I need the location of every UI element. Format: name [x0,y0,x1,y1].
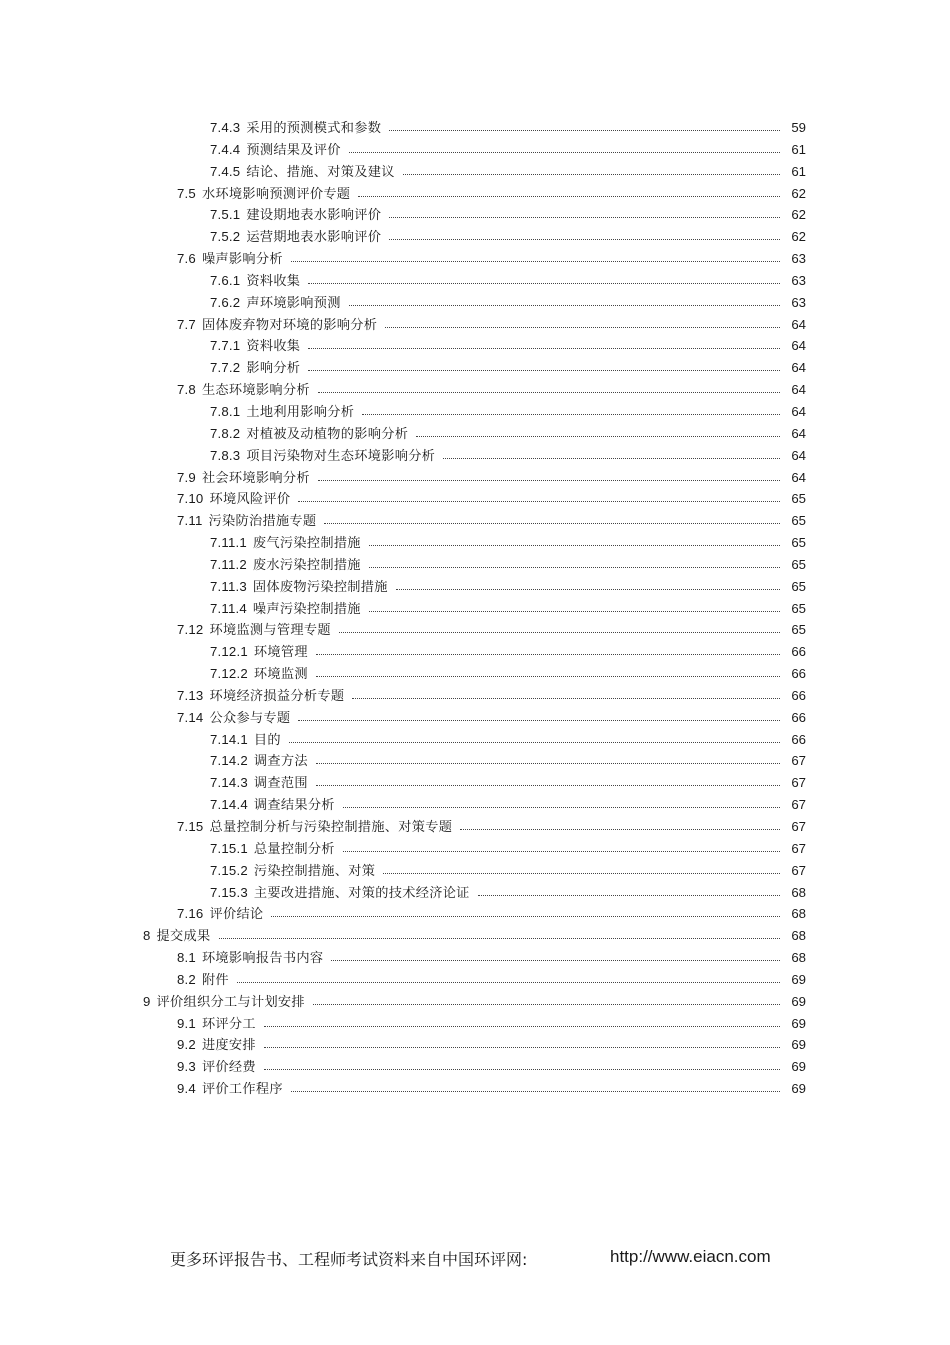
toc-entry-leader-dots [343,807,780,808]
toc-entry[interactable] [0,357,950,379]
toc-entry-leader-dots [291,261,780,262]
toc-entry-page-number: 66 [791,687,806,703]
toc-entry-title: 噪声影响分析 [201,252,283,268]
toc-entry-leader-dots [339,632,780,633]
toc-entry-number: 7.16 [177,906,204,922]
toc-entry-label [210,204,383,227]
toc-entry-label [210,401,356,424]
toc-entry-title: 影响分析 [246,361,301,377]
toc-entry-number: 7.12 [177,622,204,638]
footer [170,1247,771,1270]
toc-entry-leader-dots [369,611,780,612]
toc-entry-title: 废水污染控制措施 [252,557,361,573]
toc-entry-title: 预测结果及评价 [246,142,341,158]
toc-entry-page-number: 68 [791,884,806,900]
toc-entry-number: 7.4.5 [210,163,241,179]
toc-entry-leader-dots [219,938,780,939]
toc-entry[interactable] [0,903,950,925]
toc-entry-leader-dots [349,305,780,306]
toc-entry-page-number: 64 [791,425,806,441]
toc-entry[interactable] [0,161,950,183]
toc-entry-title: 评价经费 [201,1060,256,1076]
footer-text: 更多环评报告书、工程师考试资料来自中国环评网: [170,1250,528,1269]
toc-entry-page-number: 64 [791,403,806,419]
toc-entry-page-number: 67 [791,840,806,856]
toc-entry-leader-dots [289,742,780,743]
toc-entry-leader-dots [331,960,780,961]
toc-entry-leader-dots [316,763,780,764]
toc-entry-number: 7.11 [177,513,203,529]
toc-entry-leader-dots [416,436,780,437]
toc-entry-label [143,925,213,948]
toc-entry-label [177,510,318,533]
toc-entry-page-number: 64 [791,316,806,332]
toc-entry-page-number: 59 [791,120,806,135]
toc-entry-label [177,707,292,730]
toc-entry-page-number: 66 [791,666,806,682]
toc-entry-page-number: 64 [791,469,806,485]
toc-entry[interactable] [0,619,950,641]
toc-entry-page-number: 61 [791,141,806,157]
toc-entry-label [210,335,302,358]
toc-entry[interactable] [0,117,950,139]
toc-entry-page-number: 65 [791,622,806,638]
toc-entry-number: 7.12.1 [210,644,248,660]
toc-entry-page-number: 69 [791,1015,806,1031]
toc-entry-page-number: 68 [791,906,806,922]
toc-entry[interactable] [0,882,950,904]
toc-entry-number: 7.4.3 [210,120,241,135]
toc-entry-label [177,1056,258,1079]
toc-entry-page-number: 69 [791,971,806,987]
toc-entry-page-number: 67 [791,819,806,834]
toc-entry[interactable] [0,772,950,794]
toc-entry-title: 固体废物污染控制措施 [252,579,388,595]
toc-entry-number: 7.10 [177,491,204,507]
toc-entry-page-number: 64 [791,447,806,463]
toc-entry-leader-dots [396,589,780,590]
toc-entry-label [210,357,302,380]
toc-entry-title: 环境经济损益分析专题 [209,688,345,704]
toc-entry-title: 主要改进措施、对策的技术经济论证 [253,885,470,901]
toc-entry-number: 7.5.1 [210,207,241,223]
toc-entry-label [177,379,312,402]
toc-entry-number: 7.11.1 [210,535,247,551]
toc-entry-page-number: 64 [791,338,806,354]
toc-entry-number: 7.7.1 [210,338,241,354]
toc-entry-title: 调查结果分析 [253,798,335,814]
toc-entry-page-number: 63 [791,272,806,288]
toc-entry-label [177,685,346,708]
toc-entry-page-number: 64 [791,382,806,398]
toc-entry-number: 7.7.2 [210,360,241,376]
toc-entry-number: 7.14.1 [210,731,248,747]
toc-entry[interactable] [0,663,950,685]
toc-entry-label [210,772,310,795]
toc-entry-number: 7.14.3 [210,775,248,791]
toc-entry-title: 公众参与专题 [209,710,291,726]
toc-entry-label [210,641,310,664]
toc-entry-label [210,139,343,162]
toc-entry-title: 环评分工 [201,1016,256,1032]
toc-entry-label [177,903,265,926]
toc-entry-number: 7.6.1 [210,272,241,288]
toc-entry-number: 7.11.2 [210,556,247,572]
toc-entry[interactable] [0,969,950,991]
toc-entry-label [177,1013,258,1036]
toc-entry-leader-dots [358,196,780,197]
toc-entry[interactable] [0,488,950,510]
toc-entry-number: 7.15.2 [210,862,248,878]
toc-entry-title: 结论、措施、对策及建议 [246,164,395,180]
toc-entry-title: 资料收集 [246,339,301,355]
toc-entry-number: 9.4 [177,1081,196,1097]
toc-entry-leader-dots [318,392,780,393]
toc-entry-number: 7.12.2 [210,666,248,682]
toc-entry-leader-dots [389,239,780,240]
toc-entry-page-number: 65 [791,556,806,572]
toc-entry-label [210,663,310,686]
toc-entry-leader-dots [443,458,780,459]
toc-entry[interactable] [0,707,950,729]
toc-entry-title: 水环境影响预测评价专题 [201,186,351,202]
toc-entry[interactable] [0,1056,950,1078]
toc-entry-leader-dots [352,698,780,699]
toc-entry-title: 目的 [253,732,281,748]
toc-entry-title: 环境监测与管理专题 [209,623,331,639]
toc-entry-page-number: 61 [791,163,806,179]
toc-entry[interactable] [0,576,950,598]
toc-entry-leader-dots [478,895,780,896]
toc-entry-title: 项目污染物对生态环境影响分析 [246,448,436,464]
toc-entry-number: 7.8.3 [210,447,241,463]
toc-entry-label [210,598,363,621]
toc-entry-leader-dots [385,327,780,328]
toc-entry[interactable] [0,554,950,576]
toc-entry-title: 固体废弃物对环境的影响分析 [201,317,378,333]
toc-entry-number: 7.8 [177,382,196,398]
toc-entry[interactable] [0,445,950,467]
toc-entry-leader-dots [308,348,780,349]
toc-entry-number: 7.5 [177,185,196,201]
toc-entry-label [177,816,454,839]
toc-entry-number: 7.9 [177,469,196,485]
toc-entry-leader-dots [264,1047,780,1048]
toc-entry-label [177,314,379,337]
toc-entry-title: 环境管理 [253,645,308,661]
toc-entry-leader-dots [383,873,780,874]
toc-entry[interactable] [0,685,950,707]
toc-entry-title: 提交成果 [156,929,211,945]
toc-entry-label [210,794,337,817]
toc-entry[interactable] [0,1078,950,1100]
toc-entry-title: 社会环境影响分析 [201,470,310,486]
toc-entry[interactable] [0,248,950,270]
toc-entry-page-number: 62 [791,229,806,245]
footer-link[interactable]: http://www.eiacn.com [610,1247,771,1266]
toc-entry-label [210,423,410,446]
toc-entry-title: 附件 [201,972,229,988]
toc-entry-page-number: 68 [791,928,806,944]
toc-entry-page-number: 69 [791,1059,806,1075]
toc-entry-number: 7.8.2 [210,425,241,441]
toc-entry-number: 7.13 [177,687,204,703]
toc-entry-page-number: 62 [791,185,806,201]
toc-entry-number: 9.1 [177,1015,196,1031]
toc-entry-number: 7.14.2 [210,753,248,769]
toc-entry-page-number: 65 [791,513,806,529]
toc-entry-label [210,838,337,861]
toc-entry-page-number: 63 [791,251,806,267]
toc-entry-number: 7.15.3 [210,884,248,900]
toc-entry-leader-dots [318,480,780,481]
toc-entry-label [210,117,383,140]
toc-entry-leader-dots [313,1004,780,1005]
toc-entry-label [177,1034,258,1057]
toc-entry-label [210,750,310,773]
toc-entry-number: 7.5.2 [210,229,241,245]
toc-entry-number: 7.7 [177,316,196,332]
toc-entry[interactable] [0,292,950,314]
toc-entry-page-number: 69 [791,1037,806,1053]
toc-entry[interactable] [0,750,950,772]
toc-entry-number: 8.1 [177,950,196,966]
toc-entry-leader-dots [271,916,780,917]
toc-entry[interactable] [0,641,950,663]
toc-entry-page-number: 65 [791,491,806,507]
toc-entry-leader-dots [298,501,780,502]
toc-entry-title: 调查范围 [253,776,308,792]
toc-entry-label [177,248,285,271]
toc-entry-number: 7.15 [177,819,204,834]
toc-entry-number: 7.11.4 [210,600,247,616]
toc-entry[interactable] [0,226,950,248]
toc-entry-page-number: 65 [791,535,806,551]
toc-entry-title: 废气污染控制措施 [252,536,361,552]
toc-entry[interactable] [0,991,950,1013]
toc-entry-label [210,729,283,752]
table-of-contents [0,117,950,1100]
toc-entry-title: 运营期地表水影响评价 [246,230,382,246]
toc-entry-number: 7.6.2 [210,294,241,310]
toc-entry[interactable] [0,860,950,882]
toc-entry-leader-dots [291,1091,780,1092]
toc-entry-page-number: 64 [791,360,806,376]
toc-entry-title: 生态环境影响分析 [201,383,310,399]
toc-entry-title: 声环境影响预测 [246,295,341,311]
toc-entry[interactable] [0,947,950,969]
toc-entry-leader-dots [264,1026,780,1027]
toc-entry-page-number: 63 [791,294,806,310]
toc-entry-number: 7.4.4 [210,141,241,157]
toc-entry-number: 9.3 [177,1059,196,1075]
toc-entry-label [210,161,397,184]
toc-entry-title: 总量控制分析与污染控制措施、对策专题 [209,820,453,835]
toc-entry[interactable] [0,1034,950,1056]
toc-entry[interactable] [0,510,950,532]
toc-entry-label [210,860,377,883]
toc-entry[interactable] [0,379,950,401]
toc-entry-label [177,619,333,642]
toc-entry-leader-dots [316,676,780,677]
toc-entry[interactable] [0,598,950,620]
toc-entry-number: 8.2 [177,971,196,987]
toc-entry[interactable] [0,335,950,357]
toc-entry-number: 7.11.3 [210,578,247,594]
toc-entry-title: 进度安排 [201,1038,256,1054]
toc-entry-leader-dots [264,1069,780,1070]
toc-entry-label [210,292,343,315]
toc-entry-label [177,183,352,206]
toc-entry-leader-dots [362,414,780,415]
toc-entry-page-number: 66 [791,709,806,725]
toc-entry-leader-dots [298,720,780,721]
toc-entry-page-number: 67 [791,797,806,813]
toc-entry[interactable] [0,925,950,947]
toc-entry[interactable] [0,729,950,751]
toc-entry[interactable] [0,401,950,423]
toc-entry-label [210,882,472,905]
toc-entry[interactable] [0,183,950,205]
toc-entry-title: 污染防治措施专题 [208,514,317,530]
toc-entry-title: 环境监测 [253,667,308,683]
toc-entry-label [177,947,325,970]
toc-entry-number: 7.14 [177,709,204,725]
toc-entry[interactable] [0,314,950,336]
toc-entry-label [210,445,437,468]
toc-entry-leader-dots [343,851,780,852]
toc-entry-label [210,576,390,599]
toc-entry-label [177,969,231,992]
toc-entry-leader-dots [403,174,780,175]
toc-entry-page-number: 66 [791,731,806,747]
toc-entry-number: 9 [143,993,151,1009]
toc-entry-leader-dots [308,370,780,371]
toc-entry-title: 污染控制措施、对策 [253,863,376,879]
toc-entry-label [177,488,292,511]
toc-entry-leader-dots [349,152,780,153]
toc-entry-leader-dots [389,130,780,131]
toc-entry-label [210,532,363,555]
toc-entry-leader-dots [460,829,780,830]
toc-entry-title: 对植被及动植物的影响分析 [246,426,409,442]
toc-entry[interactable] [0,816,950,838]
toc-entry[interactable] [0,270,950,292]
toc-entry-number: 7.8.1 [210,403,241,419]
toc-entry-page-number: 62 [791,207,806,223]
toc-entry[interactable] [0,838,950,860]
toc-entry-leader-dots [324,523,780,524]
toc-entry-leader-dots [237,982,780,983]
toc-entry-leader-dots [389,217,780,218]
toc-entry-page-number: 65 [791,578,806,594]
toc-entry-number: 8 [143,928,151,944]
toc-entry[interactable] [0,532,950,554]
toc-entry-title: 调查方法 [253,754,308,770]
toc-entry-label [210,226,383,249]
toc-entry-page-number: 67 [791,775,806,791]
toc-entry-page-number: 68 [791,950,806,966]
toc-entry-number: 7.14.4 [210,797,248,813]
toc-entry-label [143,991,307,1014]
toc-entry-page-number: 69 [791,993,806,1009]
toc-entry-leader-dots [369,567,780,568]
toc-entry[interactable] [0,204,950,226]
toc-entry-leader-dots [308,283,780,284]
toc-entry-title: 环境风险评价 [209,492,291,508]
toc-entry[interactable] [0,1013,950,1035]
toc-entry-title: 评价结论 [209,907,264,923]
toc-entry-label [177,1078,285,1101]
toc-entry-leader-dots [316,654,780,655]
toc-entry[interactable] [0,423,950,445]
toc-entry-page-number: 65 [791,600,806,616]
toc-entry-title: 采用的预测模式和参数 [246,121,382,136]
toc-entry[interactable] [0,794,950,816]
toc-entry-title: 总量控制分析 [253,841,335,857]
toc-entry-page-number: 67 [791,862,806,878]
toc-entry-title: 资料收集 [246,273,301,289]
toc-entry-title: 土地利用影响分析 [246,404,355,420]
toc-entry-title: 环境影响报告书内容 [201,951,324,967]
toc-entry-page-number: 69 [791,1081,806,1097]
toc-entry-label [210,554,363,577]
toc-entry-page-number: 66 [791,644,806,660]
toc-entry-leader-dots [369,545,780,546]
toc-entry[interactable] [0,467,950,489]
toc-entry-leader-dots [316,785,780,786]
toc-entry-title: 噪声污染控制措施 [252,601,361,617]
toc-entry-number: 9.2 [177,1037,196,1053]
toc-entry-title: 建设期地表水影响评价 [246,208,382,224]
toc-entry-page-number: 67 [791,753,806,769]
toc-entry[interactable] [0,139,950,161]
toc-entry-number: 7.6 [177,251,196,267]
toc-entry-number: 7.15.1 [210,840,248,856]
toc-entry-label [210,270,302,293]
toc-entry-title: 评价组织分工与计划安排 [156,994,305,1010]
toc-entry-title: 评价工作程序 [201,1082,283,1098]
toc-entry-label [177,467,312,490]
